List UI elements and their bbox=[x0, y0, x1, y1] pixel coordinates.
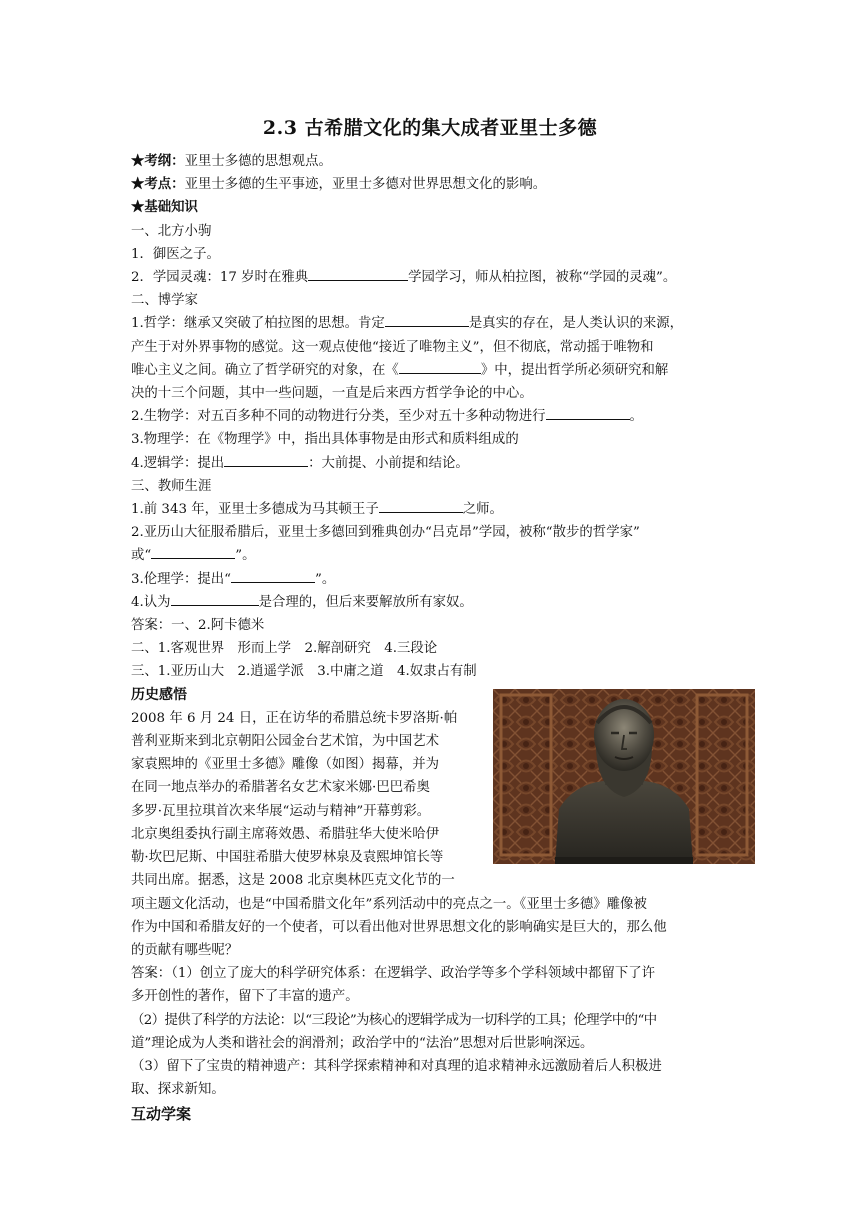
lishi-answer-3a: （3）留下了宝贵的精神遗产：其科学探索精神和对真理的追求精神永远激励着后人积极进 bbox=[131, 1058, 662, 1074]
lishi-answer-1b: 多开创性的著作，留下了丰富的遗产。 bbox=[131, 989, 359, 1005]
section-3-heading: 三、教师生涯 bbox=[131, 478, 212, 494]
lishi-heading: 历史感悟 bbox=[131, 686, 187, 703]
s3-p1-b: 之师。 bbox=[462, 502, 503, 518]
lishi-line-2: 普利亚斯来到北京朝阳公园金台艺术馆，为中国艺术 bbox=[131, 734, 439, 750]
kaodian-label: ★考点： bbox=[131, 176, 185, 193]
lishi-cont-3: 的贡献有哪些呢？ bbox=[131, 942, 239, 958]
fill-blank bbox=[385, 312, 469, 327]
lishi-answer-1a: 答案：（1）创立了庞大的科学研究体系：在逻辑学、政治学等多个学科领域中都留下了许 bbox=[131, 966, 656, 982]
kaodian-line bbox=[131, 173, 757, 196]
kaogang-text: 亚里士多德的思想观点。 bbox=[184, 154, 332, 169]
s3-p4-a: 4.认为 bbox=[131, 594, 171, 610]
lishi-cont-1: 项主题文化活动，也是“中国希腊文化年”系列活动中的亮点之一。《亚里士多德》雕像被 bbox=[131, 896, 647, 912]
jichu-heading: ★基础知识 bbox=[131, 199, 198, 216]
answer-line-2: 二、1.客观世界 形而上学 2.解剖研究 4.三段论 bbox=[131, 641, 438, 657]
s2-p4-a: 4.逻辑学：提出 bbox=[131, 455, 225, 471]
s3-p3-b: ”。 bbox=[314, 571, 336, 587]
fill-blank bbox=[171, 591, 259, 606]
s2-p1-line-2: 产生于对外界事物的感觉。这一观点使他“接近了唯物主义”，但不彻底，常动摇于唯物和 bbox=[131, 339, 654, 355]
lishi-answer-2b: 道”理论成为人类和谐社会的润滑剂；政治学中的“法治”思想对后世影响深远。 bbox=[131, 1035, 594, 1051]
s3-p2-b: 或“ bbox=[131, 548, 152, 564]
s3-p2-line-2 bbox=[131, 544, 757, 567]
document-body bbox=[131, 150, 757, 1127]
s2-p1-d: 唯心主义之间。确立了哲学研究的对象，在《 bbox=[131, 362, 399, 378]
fill-blank bbox=[379, 498, 463, 513]
lishi-line-3: 家袁熙坤的《亚里士多德》雕像（如图）揭幕，并为 bbox=[131, 757, 439, 773]
fill-blank bbox=[151, 544, 235, 559]
s2-p1-line-3 bbox=[131, 359, 757, 382]
lishi-line-7: 勒·坎巴尼斯、中国驻希腊大使罗林泉及袁熙坤馆长等 bbox=[131, 850, 444, 866]
s2-p4-line bbox=[131, 452, 757, 475]
lishi-line-5: 多罗·瓦里拉琪首次来华展“运动与精神”开幕剪彩。 bbox=[131, 803, 431, 819]
fill-blank bbox=[308, 266, 408, 281]
s1-line-2 bbox=[131, 266, 757, 289]
lishi-answer-2a: （2）提供了科学的方法论：以“三段论”为核心的逻辑学成为一切科学的工具；伦理学中的“中 bbox=[131, 1012, 657, 1028]
fill-blank bbox=[399, 359, 481, 374]
s2-p1-a: 1.哲学：继承又突破了柏拉图的思想。肯定 bbox=[131, 316, 385, 332]
s1-line-1: 1．御医之子。 bbox=[131, 246, 220, 262]
aristotle-bust-photo bbox=[493, 689, 755, 864]
s2-p3-line: 3.物理学：在《物理学》中，指出具体事物是由形式和质料组成的 bbox=[131, 432, 519, 448]
s2-p1-line-4: 决的十三个问题，其中一些问题，一直是后来西方哲学争论的中心。 bbox=[131, 386, 533, 402]
s3-p1-line bbox=[131, 498, 757, 521]
s2-p2-a: 2.生物学：对五百多种不同的动物进行分类，至少对五十多种动物进行 bbox=[131, 409, 546, 425]
answer-line-1: 答案：一、2.阿卡德米 bbox=[131, 618, 265, 634]
s2-p1-line-1 bbox=[131, 312, 757, 335]
lishi-answer-3b: 取、探求新知。 bbox=[131, 1082, 225, 1098]
s3-p1-a: 1.前 343 年，亚里士多德成为马其顿王子 bbox=[131, 502, 379, 518]
s1-l2-b: 学园学习，师从柏拉图，被称“学园的灵魂”。 bbox=[408, 270, 677, 286]
s3-p4-b: 是合理的，但后来要解放所有家奴。 bbox=[258, 594, 473, 610]
s2-p1-e: 》中，提出哲学所必须研究和解 bbox=[480, 362, 669, 378]
lishi-line-6: 北京奥组委执行副主席蒋效愚、希腊驻华大使米哈伊 bbox=[131, 826, 439, 842]
section-2-heading: 二、博学家 bbox=[131, 293, 198, 309]
fill-blank bbox=[546, 405, 630, 420]
kaodian-text: 亚里士多德的生平事迹，亚里士多德对世界思想文化的影响。 bbox=[184, 177, 547, 193]
kaogang-label: ★考纲： bbox=[131, 153, 185, 169]
lishi-line-1: 2008 年 6 月 24 日，正在访华的希腊总统卡罗洛斯·帕 bbox=[131, 710, 458, 726]
s2-p2-line bbox=[131, 405, 757, 428]
section-1-heading: 一、北方小驹 bbox=[131, 223, 212, 239]
s3-p3-a: 3.伦理学：提出“ bbox=[131, 571, 231, 587]
s3-p3-line bbox=[131, 568, 757, 591]
s1-l2-a: 2．学园灵魂：17 岁时在雅典 bbox=[131, 270, 309, 286]
page-title: 2.3 古希腊文化的集大成者亚里士多德 bbox=[262, 117, 598, 139]
s3-p2-line-1: 2.亚历山大征服希腊后，亚里士多德回到雅典创办“吕克昂”学园，被称“散步的哲学家” bbox=[131, 525, 640, 541]
kaogang-line bbox=[131, 150, 757, 173]
aristotle-bust-image bbox=[493, 689, 755, 864]
fill-blank bbox=[231, 568, 315, 583]
s3-p2-c: ”。 bbox=[235, 548, 256, 564]
lishi-line-4: 在同一地点举办的希腊著名女艺术家米娜·巴巴希奥 bbox=[131, 780, 430, 796]
answer-line-3: 三、1.亚历山大 2.逍遥学派 3.中庸之道 4.奴隶占有制 bbox=[131, 664, 477, 680]
s2-p2-b: 。 bbox=[629, 409, 643, 425]
s2-p1-b: 是真实的存在，是人类认识的来源， bbox=[468, 316, 684, 332]
lishi-cont-2: 作为中国和希腊友好的一个使者，可以看出他对世界思想文化的影响确实是巨大的，那么他 bbox=[131, 919, 667, 935]
lishi-line-8: 共同出席。据悉，这是 2008 北京奥林匹克文化节的一 bbox=[131, 873, 455, 889]
fill-blank bbox=[224, 452, 308, 467]
s3-p4-line bbox=[131, 591, 757, 614]
hudong-heading: 互动学案 bbox=[131, 1105, 192, 1124]
s2-p4-b: ：大前提、小前提和结论。 bbox=[308, 455, 469, 471]
